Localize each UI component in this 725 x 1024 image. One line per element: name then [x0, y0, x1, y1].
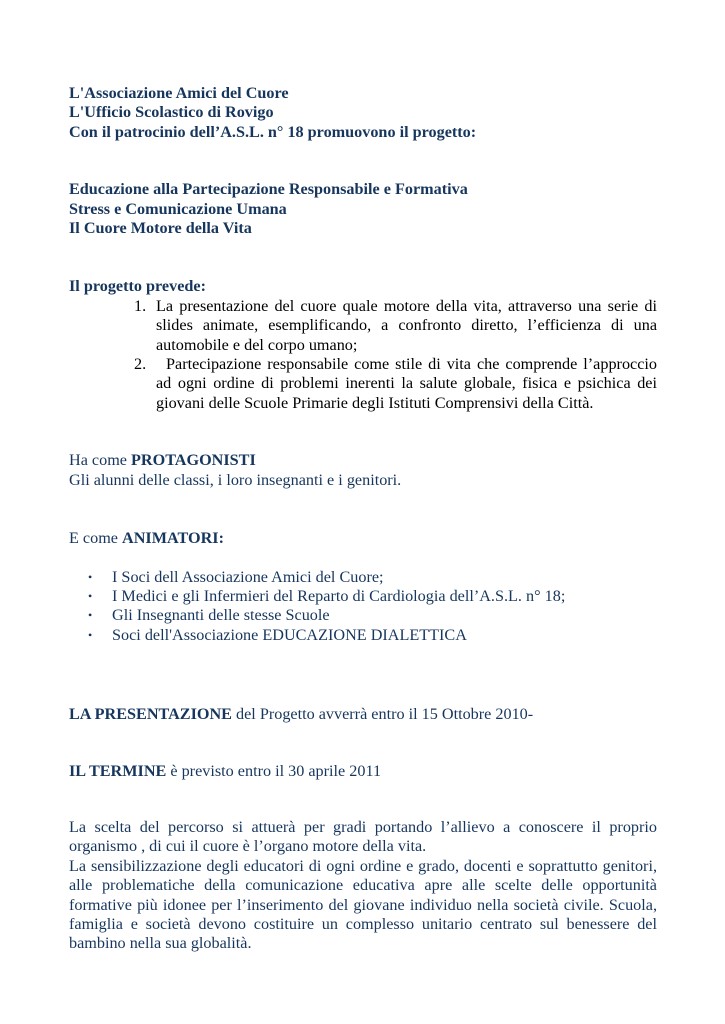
- animatori-item: [69, 606, 657, 625]
- animatori-lead: E come: [69, 529, 123, 548]
- animatori-list: [69, 568, 657, 646]
- animatori-item-text: I Medici e gli Infermieri del Reparto di Cardiologia dell’A.S.L. n° 18;: [112, 586, 566, 605]
- presentazione-text: del Progetto avverrà entro il 15 Ottobre 2010-: [231, 705, 534, 724]
- termine-line: [69, 762, 657, 781]
- animatori-item-text: I Soci dell Associazione Amici del Cuore;: [112, 567, 384, 586]
- item-text: La presentazione del cuore quale motore della vita, attraverso una serie di slides animate, esemplificando, a confronto diretto, l’efficienza di una automobile e del corpo umano;: [156, 296, 657, 354]
- item-number: 2.: [134, 355, 147, 374]
- item-text: Partecipazione responsabile come stile di vita che comprende l’approccio ad ogni ordine di problemi inerenti la salute globale, fisica e psichica dei giovani delle Scuole Primarie degli Istituti Comprensivi della Città.: [156, 355, 657, 412]
- project-title-1: Educazione alla Partecipazione Responsabile e Formativa: [69, 180, 468, 199]
- animatori-item: [69, 568, 657, 587]
- animatori-item-text: Gli Insegnanti delle stesse Scuole: [112, 606, 330, 625]
- protagonisti-lead: Ha come: [69, 451, 132, 470]
- intro-line-office: L'Ufficio Scolastico di Rovigo: [69, 103, 274, 122]
- bullet-icon: •: [88, 588, 93, 603]
- project-title-3: Il Cuore Motore della Vita: [69, 219, 252, 238]
- progetto-list: [69, 297, 657, 413]
- progetto-section: [69, 277, 657, 413]
- item-number: 1.: [134, 296, 147, 315]
- closing-paragraph-1: La scelta del percorso si attuerà per gradi portando l’allievo a conoscere il proprio organismo , di cui il cuore è l’organo motore della vita.: [69, 817, 657, 856]
- animatori-heading: [69, 529, 657, 548]
- presentazione-keyword: LA PRESENTAZIONE: [69, 705, 232, 724]
- animatori-item-text: Soci dell'Associazione EDUCAZIONE DIALETTICA: [112, 625, 467, 644]
- document-page: [69, 84, 657, 954]
- project-title-2: Stress e Comunicazione Umana: [69, 199, 287, 218]
- protagonisti-keyword: PROTAGONISTI: [131, 451, 256, 470]
- project-titles: [69, 180, 657, 238]
- animatori-keyword: ANIMATORI:: [122, 529, 224, 548]
- bullet-icon: •: [88, 569, 93, 584]
- progetto-item: [69, 297, 657, 355]
- intro-line-association: L'Associazione Amici del Cuore: [69, 84, 289, 102]
- bullet-icon: •: [88, 608, 93, 623]
- progetto-heading: Il progetto prevede:: [69, 277, 206, 296]
- termine-text: è previsto entro il 30 aprile 2011: [166, 761, 382, 780]
- intro-line-patronage: Con il patrocinio dell’A.S.L. n° 18 promuovono il progetto:: [69, 122, 477, 141]
- closing-section: [69, 818, 657, 954]
- presentazione-line: [69, 705, 657, 724]
- animatori-item: [69, 626, 657, 645]
- intro-block: [69, 84, 657, 142]
- protagonisti-text: Gli alunni delle classi, i loro insegnanti e i genitori.: [69, 470, 402, 489]
- protagonisti-section: [69, 451, 657, 490]
- animatori-section: [69, 529, 657, 645]
- protagonisti-heading: [69, 451, 657, 470]
- bullet-icon: •: [88, 627, 93, 642]
- closing-paragraph-2: La sensibilizzazione degli educatori di ogni ordine e grado, docenti e soprattutto genitori, alle problematiche della comunicazione educativa apre alle scelte delle opportunità formative più idonee per l’inserimento del giovane individuo nella società civile. Scuola, famiglia e società devono costituire un complesso unitario centrato sul benessere del bambino nella sua globalità.: [69, 856, 657, 953]
- animatori-item: [69, 587, 657, 606]
- termine-keyword: IL TERMINE: [69, 761, 167, 780]
- progetto-item: [69, 355, 657, 413]
